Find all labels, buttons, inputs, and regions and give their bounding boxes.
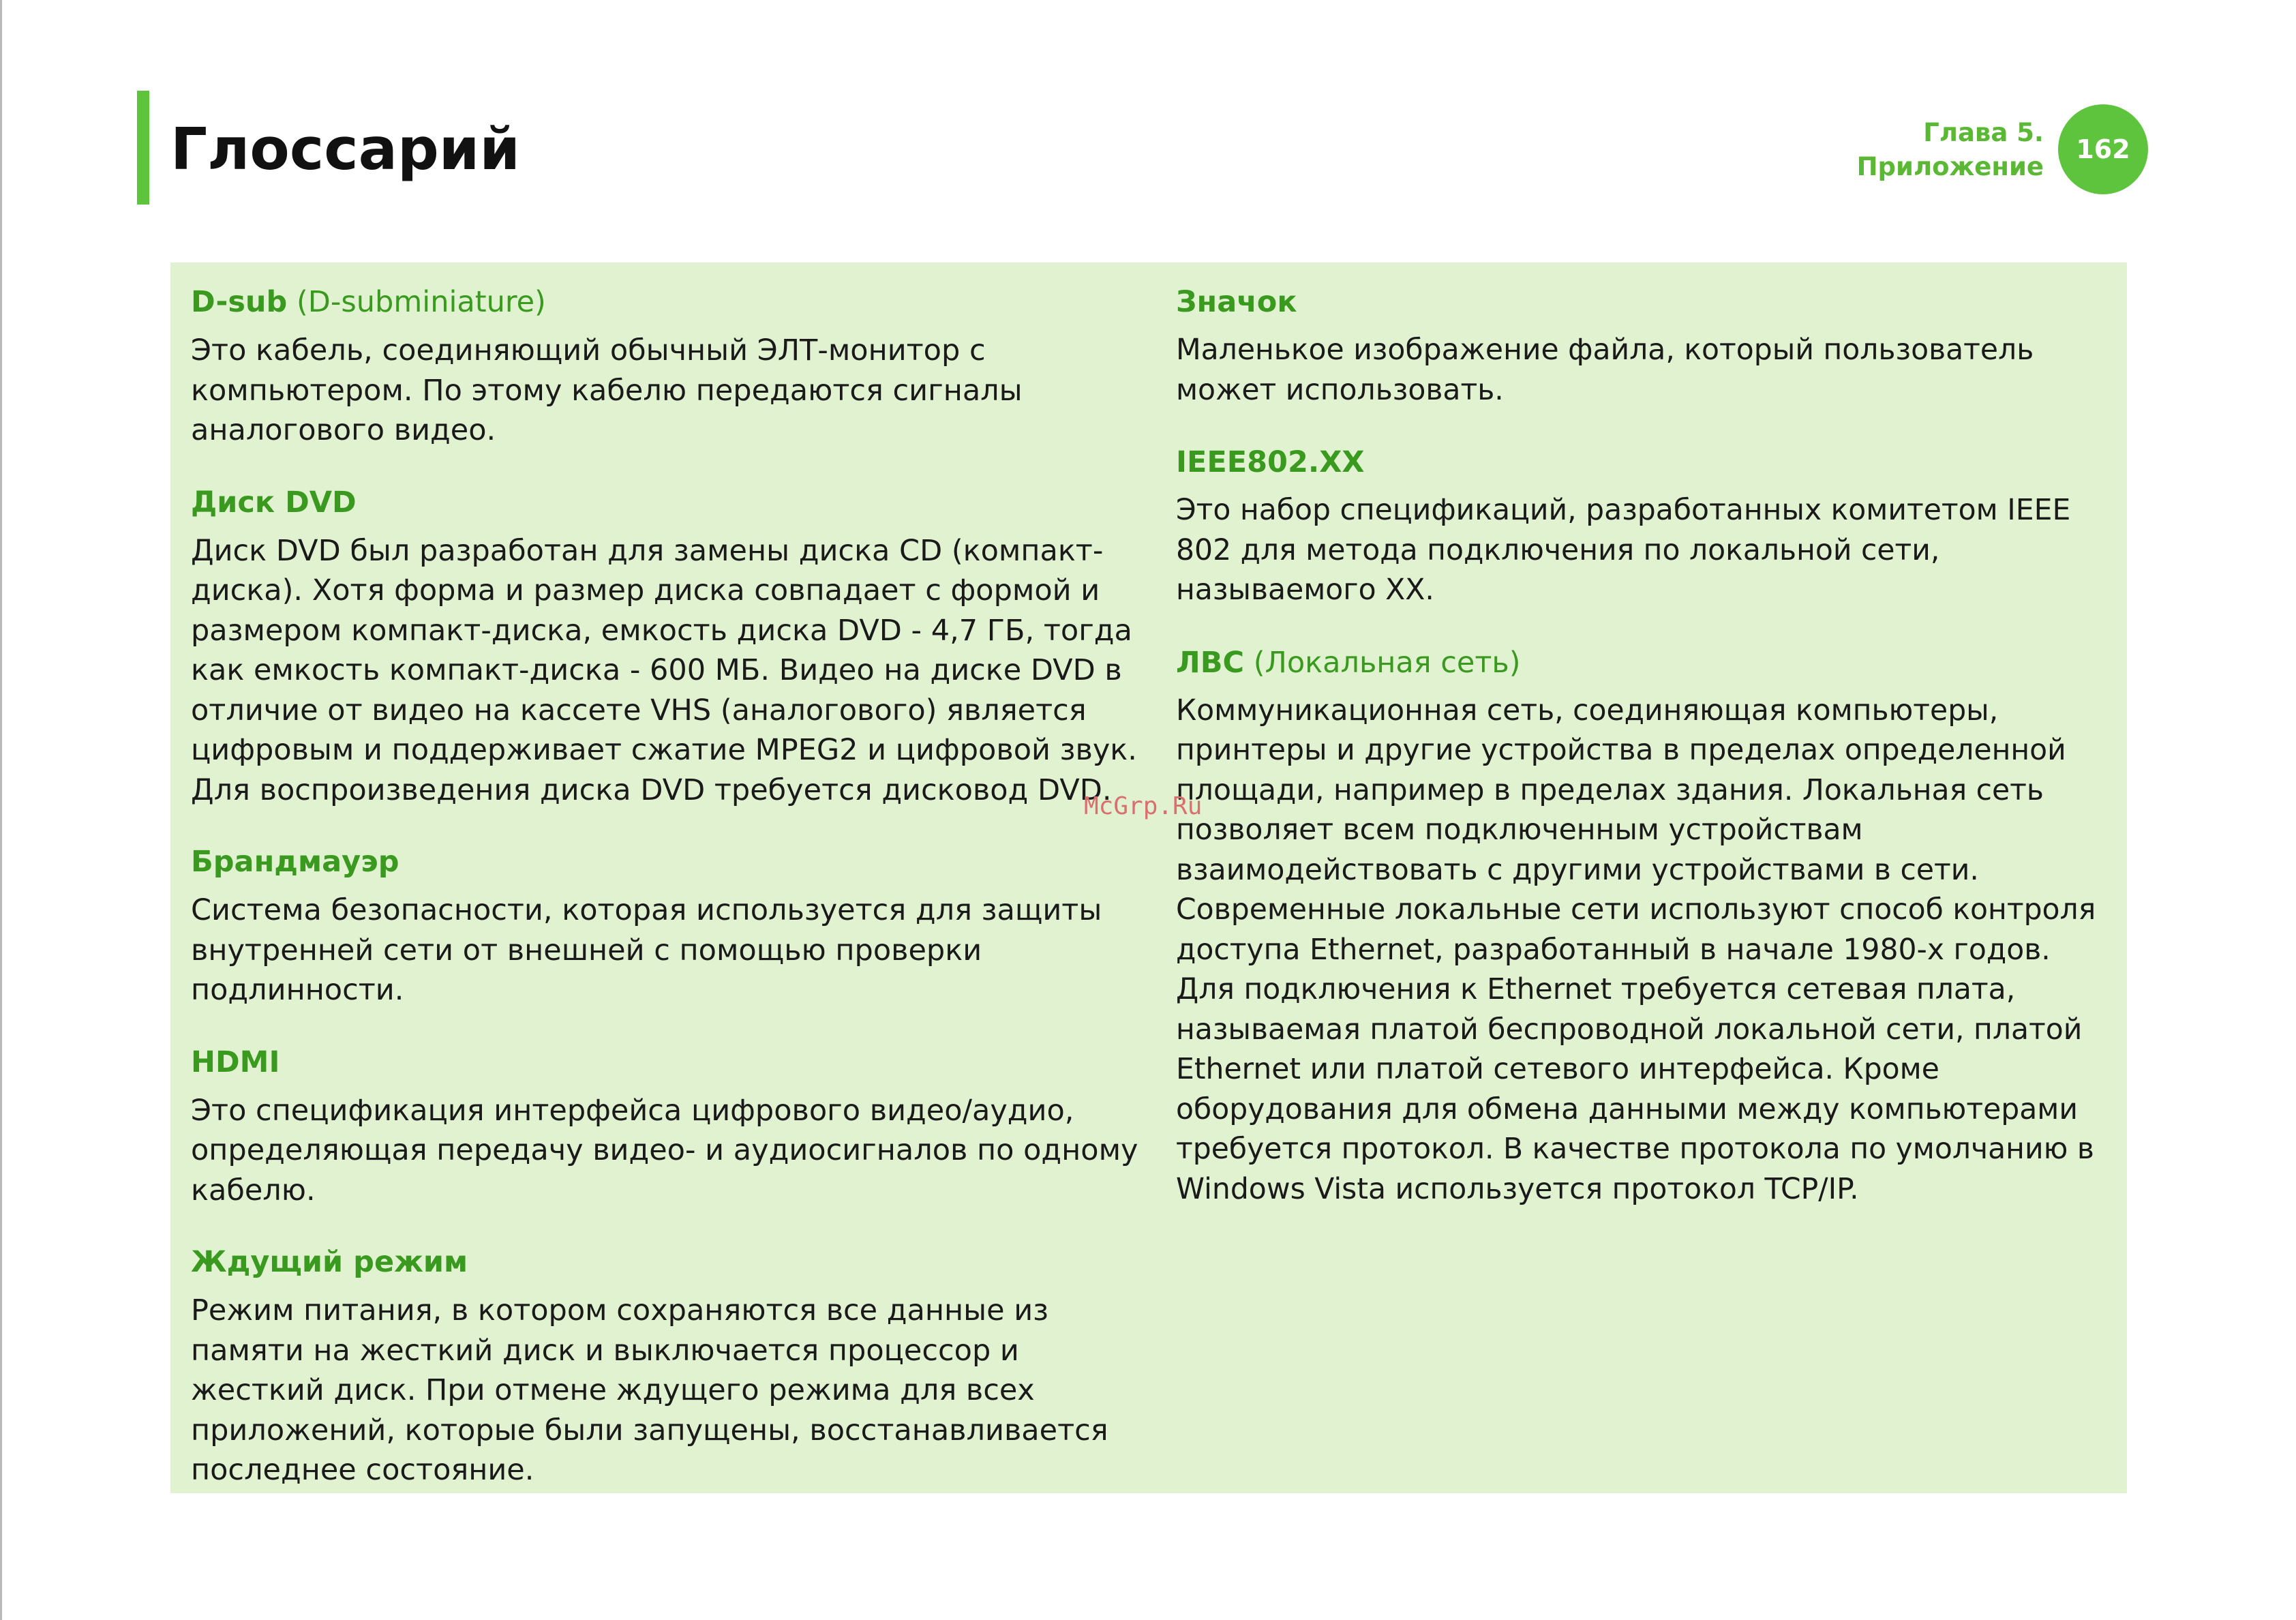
glossary-entry-standby — [191, 1243, 1145, 1490]
glossary-definition: Коммуникационная сеть, соединяющая компьютеры, принтеры и другие устройства в пределах определенной площади, например в пределах здания. Локальная сеть позволяет всем подключенным устройствам взаимодействовать с другими устройствами в сети. Современные локальные сети используют способ контроля доступа Ethernet, разработанный в начале 1980-х годов. Для подключения к Ethernet требуется сетевая плата, называемая платой беспроводной локальной сети, платой Ethernet или платой сетевого интерфейса. Кроме оборудования для обмена данными между компьютерами требуется протокол. В качестве протокола по умолчанию в Windows Vista используется протокол TCP/IP. — [1176, 693, 2096, 1206]
glossary-panel — [170, 262, 2127, 1493]
term-name: ЛВС — [1176, 645, 1245, 680]
title-accent-bar — [137, 91, 149, 205]
glossary-definition: Это набор спецификаций, разработанных комитетом IEEE 802 для метода подключения по локальной сети, называемого XX. — [1176, 494, 2071, 607]
term-name: Ждущий режим — [191, 1245, 468, 1279]
term-name: Брандмауэр — [191, 845, 399, 879]
glossary-entry-ieee — [1176, 443, 2110, 611]
glossary-column-right — [1176, 283, 2110, 1242]
glossary-term — [1176, 644, 2110, 682]
glossary-definition: Маленькое изображение файла, который пользователь может использовать. — [1176, 333, 2034, 407]
glossary-entry-dvd — [191, 483, 1145, 811]
page-number-badge: 162 — [2058, 104, 2148, 194]
term-name: Диск DVD — [191, 485, 357, 520]
term-name: IEEE802.XX — [1176, 445, 1365, 479]
glossary-entry-icon — [1176, 283, 2110, 410]
term-name: Значок — [1176, 285, 1297, 319]
page-border — [0, 0, 2, 1620]
chapter-label — [1857, 116, 2044, 184]
page-title: Глоссарий — [170, 116, 520, 183]
glossary-definition: Это спецификация интерфейса цифрового видео/аудио, определяющая передачу видео- и аудиосигналов по одному кабелю. — [191, 1093, 1138, 1208]
glossary-term — [191, 483, 1145, 522]
glossary-term — [191, 843, 1145, 881]
term-subtitle: (D-subminiature) — [297, 285, 546, 319]
chapter-name: Приложение — [1856, 152, 2044, 181]
glossary-term — [1176, 283, 2110, 321]
glossary-term — [191, 1243, 1145, 1281]
term-name: D-sub — [191, 285, 288, 319]
glossary-term — [191, 1043, 1145, 1081]
glossary-term — [1176, 443, 2110, 481]
glossary-definition: Это кабель, соединяющий обычный ЭЛТ-монитор с компьютером. По этому кабелю передаются сигналы аналогового видео. — [191, 333, 1023, 447]
glossary-entry-hdmi — [191, 1043, 1145, 1211]
glossary-definition: Система безопасности, которая используется для защиты внутренней сети от внешней с помощью проверки подлинности. — [191, 893, 1102, 1007]
glossary-entry-dsub — [191, 283, 1145, 451]
term-subtitle: (Локальная сеть) — [1253, 645, 1521, 680]
glossary-definition: Режим питания, в котором сохраняются все данные из памяти на жесткий диск и выключается процессор и жесткий диск. При отмене ждущего режима для всех приложений, которые были запущены, восстанавливается последнее состояние. — [191, 1293, 1108, 1487]
chapter-number: Глава 5. — [1923, 118, 2044, 147]
term-name: HDMI — [191, 1045, 280, 1079]
glossary-column-left — [191, 283, 1145, 1523]
glossary-definition: Диск DVD был разработан для замены диска CD (компакт-диска). Хотя форма и размер диска совпадает с формой и размером компакт-диска, емкость диска DVD - 4,7 ГБ, тогда как емкость компакт-диска - 600 МБ. Видео на диске DVD в отличие от видео на кассете VHS (аналогового) является цифровым и поддерживает сжатие MPEG2 и цифровой звук. Для воспроизведения диска DVD требуется дисковод DVD. — [191, 533, 1137, 807]
watermark: McGrp.Ru — [1084, 792, 1203, 820]
glossary-entry-firewall — [191, 843, 1145, 1010]
glossary-term — [191, 283, 1145, 321]
glossary-entry-lan — [1176, 644, 2110, 1210]
